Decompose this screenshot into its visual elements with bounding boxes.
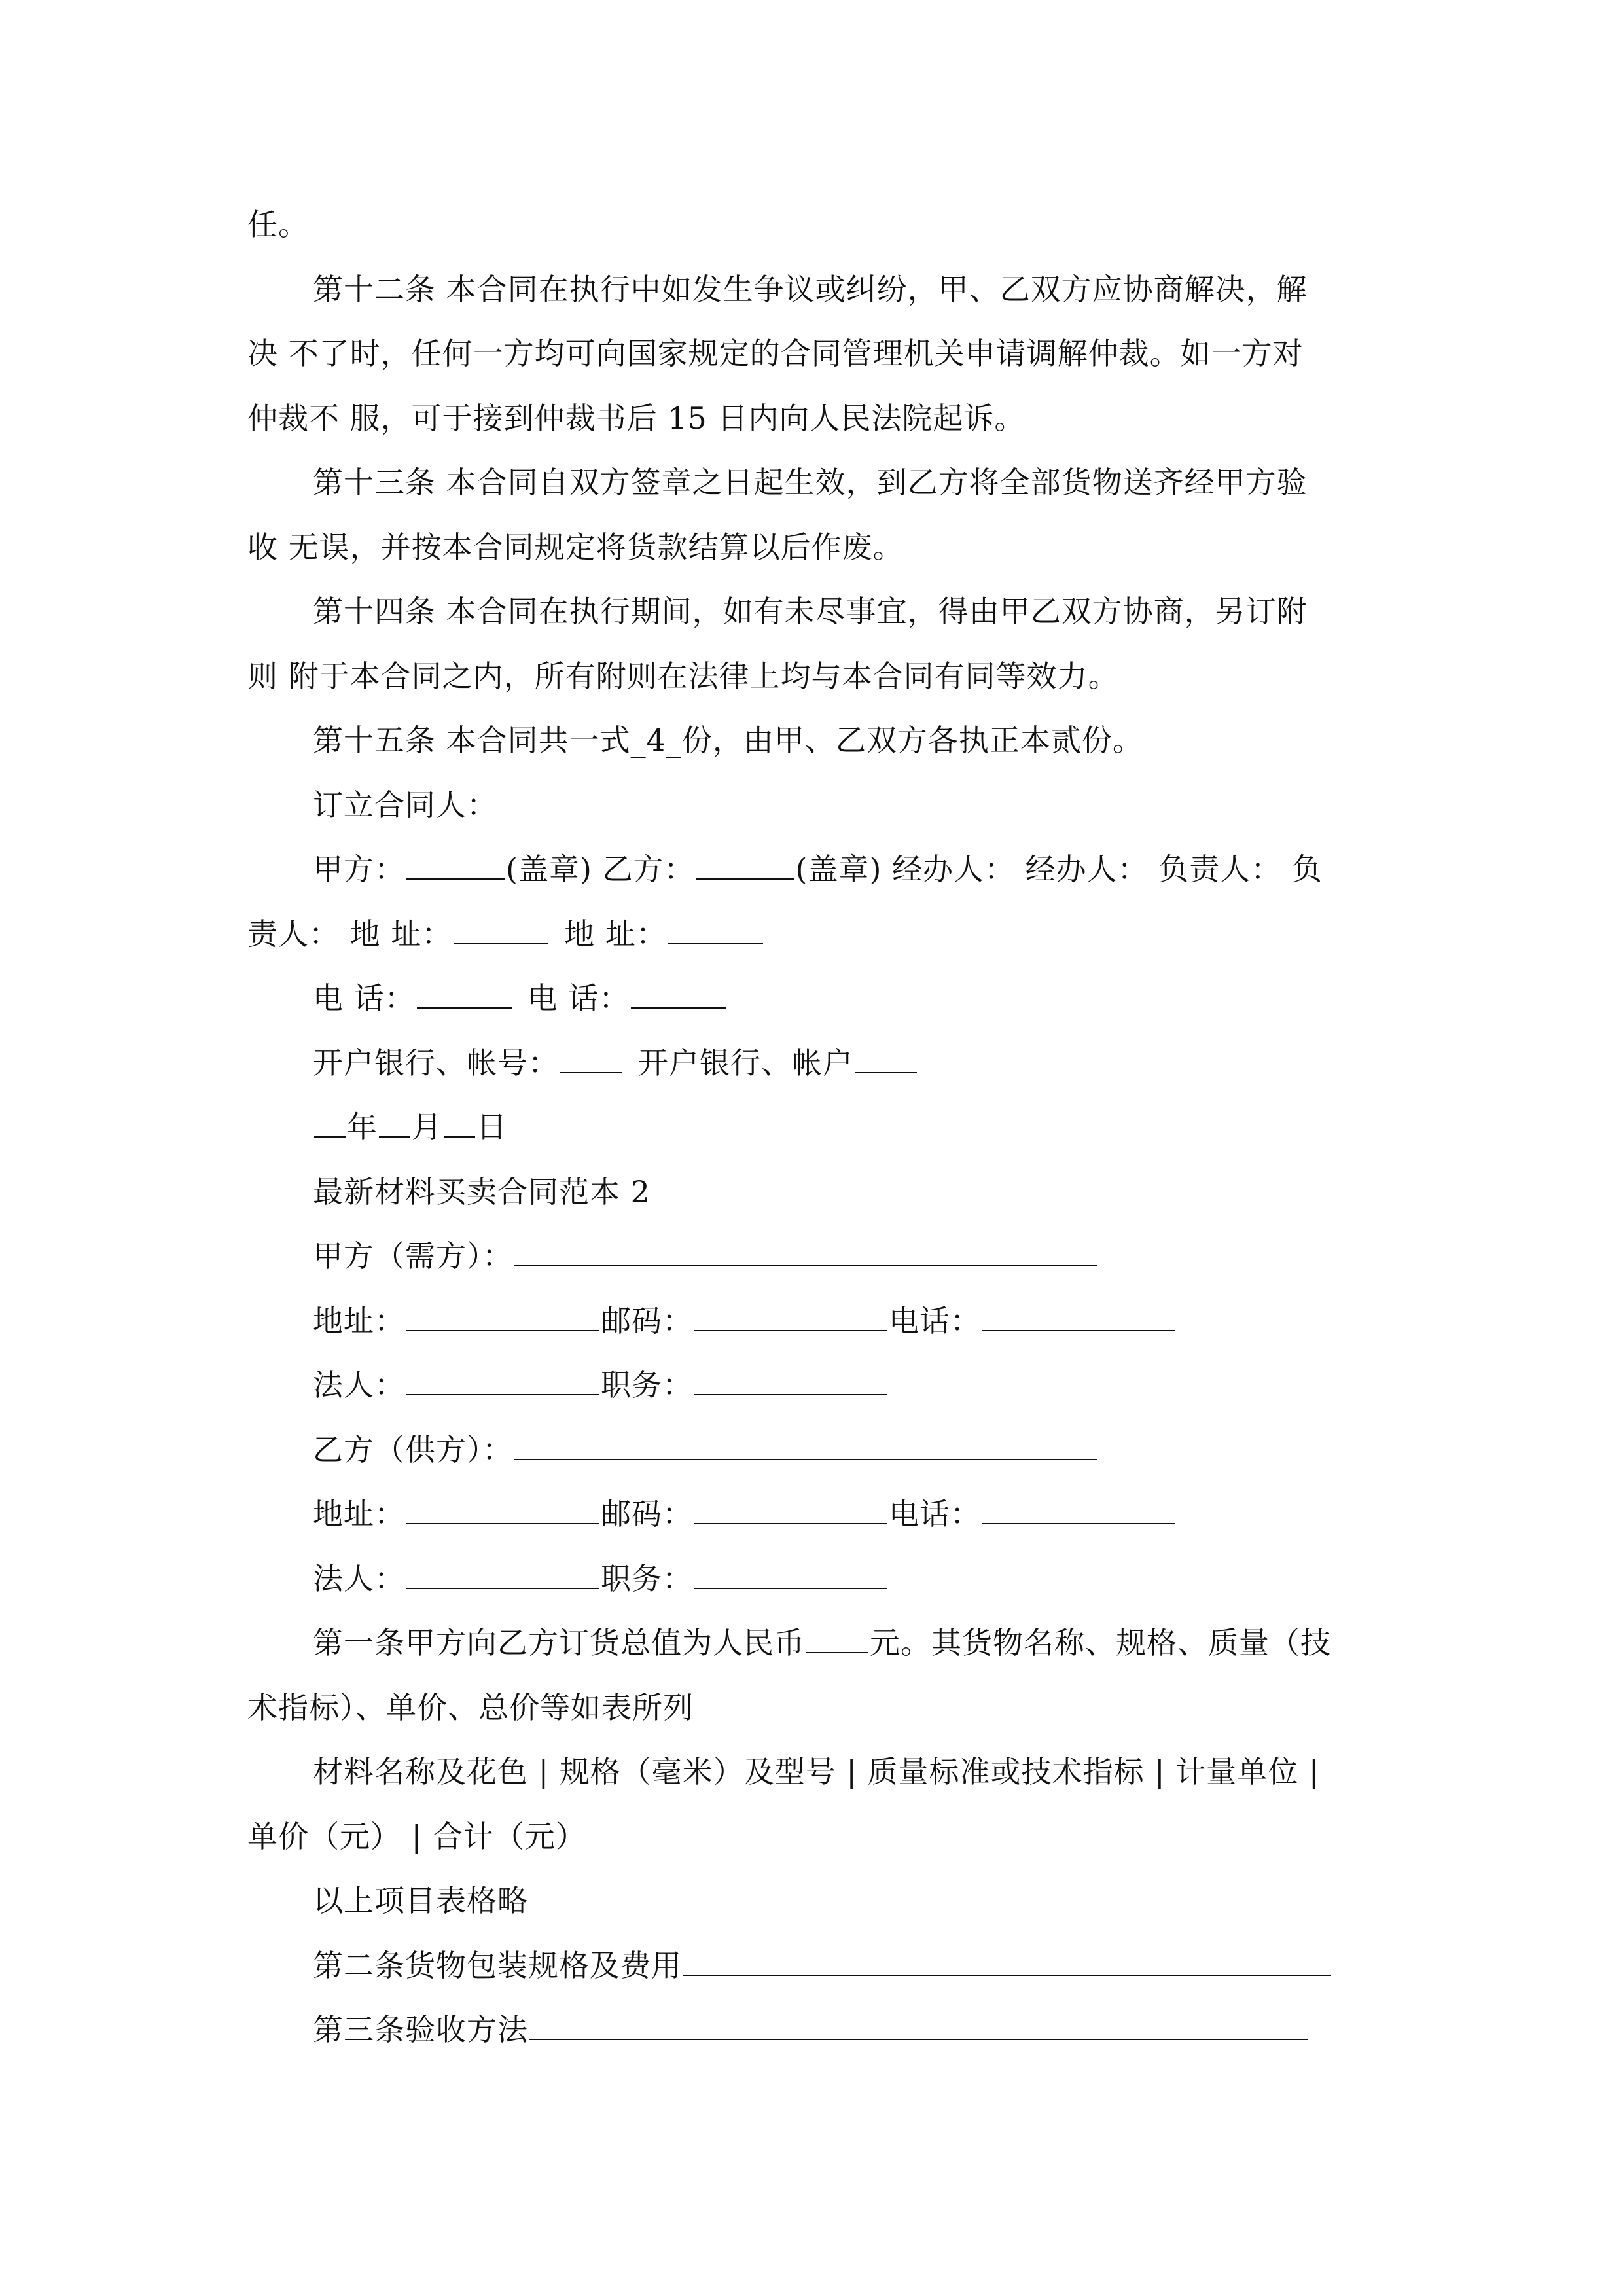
article-13-line-1 (247, 463, 1380, 502)
phone-b-blank (631, 978, 726, 1009)
address-blank (406, 1494, 599, 1524)
text-span: 决 不了时，任何一方均可向国家规定的合同管理机关申请调解仲裁。如一方对 (247, 336, 1304, 371)
postcode-blank (694, 1301, 887, 1331)
article-2-line (247, 1946, 1380, 1985)
label-bank-a: 开户银行、帐号： (313, 1045, 559, 1081)
month-blank (379, 1107, 410, 1138)
text-span: 第十五条 本合同共一式_4_份，由甲、乙双方各执正本贰份。 (313, 723, 1143, 758)
label-position: 职务： (601, 1367, 693, 1403)
buyer-line (247, 1236, 1380, 1276)
text-span: 最新材料买卖合同范本 2 (313, 1174, 651, 1210)
article-15-line (247, 721, 1380, 760)
label-bank-b: 开户银行、帐户 (638, 1045, 853, 1081)
bank-b-blank (855, 1043, 917, 1073)
label-postcode: 邮码： (601, 1496, 693, 1532)
label-position: 职务： (601, 1560, 693, 1596)
label-address: 地址： (313, 1302, 405, 1338)
label-postcode: 邮码： (601, 1302, 693, 1338)
seller-contact-line (247, 1494, 1380, 1534)
label-address: 地址： (313, 1496, 405, 1532)
label-phone-b: 电 话： (527, 980, 630, 1016)
seller-blank (514, 1430, 1097, 1460)
article-1-line-2 (247, 1688, 1380, 1727)
article-14-line-1 (247, 592, 1380, 631)
table-omitted-note (247, 1881, 1380, 1920)
date-line (247, 1107, 1380, 1147)
table-header-line-1 (247, 1752, 1380, 1791)
text-span: 仲裁不 服，可于接到仲裁书后 15 日内向人民法院起诉。 (247, 400, 1026, 436)
legal-rep-blank (406, 1365, 599, 1395)
address-a-blank (454, 914, 548, 944)
phone-blank (982, 1301, 1175, 1331)
text-span: 第十四条 本合同在执行期间，如有未尽事宜，得由甲乙双方协商，另订附 (313, 594, 1308, 629)
signatory-address-line (247, 914, 1380, 954)
phone-blank (982, 1494, 1175, 1524)
label-address-a: 责人： 地 址： (247, 916, 453, 952)
label-year: 年 (347, 1109, 378, 1145)
text-span: 第三条验收方法 (313, 2012, 528, 2047)
buyer-legal-line (247, 1365, 1380, 1405)
label-address-b: 地 址： (564, 916, 667, 952)
section-title (247, 1172, 1380, 1211)
packaging-blank (683, 1946, 1331, 1976)
party-b-stamp-blank (696, 850, 794, 880)
year-blank (314, 1107, 346, 1138)
article-14-line-2 (247, 656, 1380, 696)
label-phone: 电话： (889, 1302, 981, 1338)
phone-a-blank (417, 978, 512, 1009)
label-phone-a: 电 话： (313, 980, 416, 1016)
text-span: 材料名称及花色 | 规格（毫米）及型号 | 质量标准或技术指标 | 计量单位 | (313, 1754, 1320, 1789)
text-span: 任。 (247, 207, 309, 242)
bank-a-blank (560, 1043, 622, 1073)
text-span: 则 附于本合同之内，所有附则在法律上均与本合同有同等效力。 (247, 658, 1119, 694)
postcode-blank (694, 1494, 887, 1524)
seller-line (247, 1430, 1380, 1469)
label-legal-rep: 法人： (313, 1560, 405, 1596)
label-buyer: 甲方（需方）： (313, 1238, 513, 1274)
total-value-blank (806, 1623, 868, 1653)
label-day: 日 (476, 1109, 507, 1145)
label-phone: 电话： (889, 1496, 981, 1532)
signatory-parties-line (247, 850, 1380, 889)
article-12-line-2 (247, 334, 1380, 373)
text-span: 第十二条 本合同在执行中如发生争议或纠纷，甲、乙双方应协商解决，解 (313, 271, 1308, 307)
signatory-bank-line (247, 1043, 1380, 1083)
text-span: 以上项目表格略 (313, 1883, 528, 1918)
address-b-blank (668, 914, 763, 944)
buyer-contact-line (247, 1301, 1380, 1340)
label-agents: (盖章) 经办人： 经办人： 负责人： 负 (795, 852, 1323, 887)
label-party-a: 甲方： (313, 852, 405, 887)
text-span: 第十三条 本合同自双方签章之日起生效，到乙方将全部货物送齐经甲方验 (313, 465, 1308, 500)
text-span: 术指标）、单价、总价等如表所列 (247, 1689, 694, 1725)
seller-legal-line (247, 1559, 1380, 1598)
article-12-line-3 (247, 399, 1380, 438)
legal-rep-blank (406, 1559, 599, 1589)
article-13-line-2 (247, 528, 1380, 567)
day-blank (444, 1107, 475, 1138)
address-blank (406, 1301, 599, 1331)
label-month: 月 (412, 1109, 442, 1145)
signatory-phone-line (247, 978, 1380, 1018)
text-line (247, 205, 1380, 244)
position-blank (694, 1559, 887, 1589)
party-a-stamp-blank (406, 850, 505, 880)
signatories-heading (247, 785, 1380, 825)
text-span: 订立合同人： (313, 787, 497, 823)
position-blank (694, 1365, 887, 1395)
text-span: 第一条甲方向乙方订货总值为人民币 (313, 1625, 805, 1660)
table-header-line-2 (247, 1817, 1380, 1856)
label-legal-rep: 法人： (313, 1367, 405, 1403)
text-span: 收 无误，并按本合同规定将货款结算以后作废。 (247, 529, 904, 565)
text-span: 单价（元） | 合计（元） (247, 1818, 586, 1854)
article-1-line-1 (247, 1623, 1380, 1662)
article-3-line (247, 2010, 1380, 2049)
label-party-b: (盖章) 乙方： (506, 852, 695, 887)
article-12-line-1 (247, 270, 1380, 309)
inspection-blank (529, 2010, 1308, 2040)
text-span: 元。其货物名称、规格、质量（技 (870, 1625, 1331, 1660)
buyer-blank (514, 1236, 1097, 1266)
text-span: 第二条货物包装规格及费用 (313, 1947, 682, 1983)
document-page (247, 205, 1380, 2075)
label-seller: 乙方（供方）： (313, 1431, 513, 1467)
